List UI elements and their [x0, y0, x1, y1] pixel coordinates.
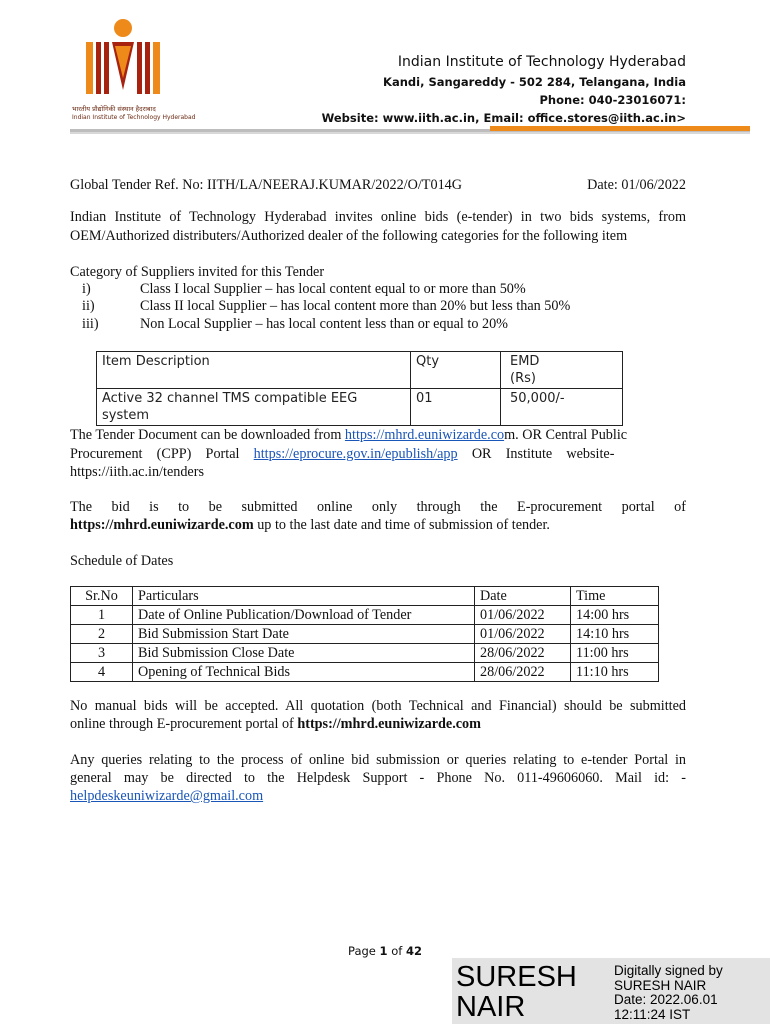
download-line-3: https://iith.ac.in/tenders	[70, 464, 204, 480]
queries-line-3	[70, 787, 686, 806]
schedule-particular: Bid Submission Close Date	[133, 644, 475, 663]
item-emd: 50,000/-	[501, 389, 623, 426]
helpdesk-email-link[interactable]: helpdeskeuniwizarde@gmail.com	[70, 788, 264, 804]
submit-line-1: The bid is to be submitted online only through the E-procurement portal of	[70, 499, 686, 515]
schedule-particular: Bid Submission Start Date	[133, 625, 475, 644]
submit-text: up to the last date and time of submission of tender.	[253, 517, 550, 533]
schedule-srno: 1	[71, 606, 133, 625]
schedule-date: 01/06/2022	[475, 625, 571, 644]
submit-line-2	[70, 516, 686, 535]
table-row	[97, 389, 623, 426]
categories-heading: Category of Suppliers invited for this Tender	[70, 264, 325, 280]
table-row	[71, 625, 659, 644]
item-header-description: Item Description	[97, 352, 411, 389]
table-row	[71, 644, 659, 663]
institute-address: Kandi, Sangareddy - 502 284, Telangana, India	[383, 75, 686, 89]
signature-name-line: NAIR	[456, 991, 526, 1023]
page-of: of	[387, 944, 406, 958]
schedule-srno: 4	[71, 663, 133, 682]
emd-label: EMD	[510, 354, 540, 369]
institute-phone: Phone: 040-23016071:	[539, 93, 686, 107]
category-number: ii)	[82, 298, 95, 314]
signature-meta-line: 12:11:24 IST	[614, 1006, 691, 1022]
schedule-date: 28/06/2022	[475, 644, 571, 663]
item-qty: 01	[411, 389, 501, 426]
institute-web-email: Website: www.iith.ac.in, Email: office.stores@iith.ac.in>	[321, 111, 686, 125]
manual-portal-url: https://mhrd.euniwizarde.com	[297, 716, 481, 732]
schedule-table	[70, 586, 659, 682]
page-current: 1	[379, 944, 388, 958]
item-table	[96, 351, 623, 426]
signature-meta-line: SURESH NAIR	[614, 977, 707, 993]
item-description: Active 32 channel TMS compatible EEG system	[97, 389, 411, 426]
download-text: The Tender Document can be downloaded from	[70, 427, 345, 443]
download-text: m. OR Central Public	[504, 427, 628, 443]
schedule-header-srno: Sr.No	[71, 587, 133, 606]
signature-meta-line: Digitally signed by	[614, 963, 723, 978]
schedule-time: 14:10 hrs	[571, 625, 659, 644]
institute-address-block	[322, 54, 686, 127]
tender-ref-number: Global Tender Ref. No: IITH/LA/NEERAJ.KUMAR/2022/O/T014G	[70, 177, 463, 193]
category-number: iii)	[82, 316, 99, 332]
signature-meta	[614, 964, 723, 1022]
table-row	[71, 587, 659, 606]
category-text: Class II local Supplier – has local content more than 20% but less than 50%	[140, 298, 571, 314]
page-number	[0, 944, 770, 958]
schedule-header-particulars: Particulars	[133, 587, 475, 606]
manual-line-2	[70, 715, 686, 734]
queries-line-2: general may be directed to the Helpdesk Support - Phone No. 011-49606060. Mail id: -	[70, 770, 686, 786]
category-number: i)	[82, 281, 91, 297]
table-row	[97, 352, 623, 389]
logo-english-text: Indian Institute of Technology Hyderabad	[72, 114, 196, 121]
table-row	[71, 663, 659, 682]
page-label: Page	[348, 944, 380, 958]
download-line-1	[70, 426, 686, 445]
portal-url: https://mhrd.euniwizarde.com	[70, 517, 254, 533]
schedule-particular: Opening of Technical Bids	[133, 663, 475, 682]
schedule-time: 14:00 hrs	[571, 606, 659, 625]
eprocure-link[interactable]: https://eprocure.gov.in/epublish/app	[253, 446, 458, 462]
header-divider	[70, 126, 750, 136]
item-header-emd	[501, 352, 623, 389]
institute-name: Indian Institute of Technology Hyderabad	[397, 54, 686, 70]
emd-unit: (Rs)	[510, 371, 536, 386]
logo-hindi-text: भारतीय प्रौद्योगिकी संस्थान हैदराबाद	[72, 105, 156, 113]
schedule-header-date: Date	[475, 587, 571, 606]
category-text: Class I local Supplier – has local content equal to or more than 50%	[140, 281, 526, 297]
queries-line-1: Any queries relating to the process of online bid submission or queries relating to e-tender Portal in	[70, 752, 686, 768]
download-text: Procurement (CPP) Portal	[70, 446, 254, 462]
item-header-qty: Qty	[411, 352, 501, 389]
download-line-2	[70, 445, 686, 464]
euniwizarde-link[interactable]: https://mhrd.euniwizarde.co	[344, 427, 505, 443]
manual-text: online through E-procurement portal of	[70, 716, 298, 732]
table-row	[71, 606, 659, 625]
schedule-srno: 2	[71, 625, 133, 644]
intro-line-2: OEM/Authorized distributers/Authorized dealer of the following categories for the following item	[70, 228, 628, 244]
signature-name-line: SURESH	[456, 961, 577, 993]
signature-name	[456, 962, 577, 1022]
intro-line-1: Indian Institute of Technology Hyderabad invites online bids (e-tender) in two bids systems, from	[70, 209, 686, 225]
schedule-time: 11:10 hrs	[571, 663, 659, 682]
schedule-header-time: Time	[571, 587, 659, 606]
signature-meta-line: Date: 2022.06.01	[614, 992, 718, 1007]
schedule-srno: 3	[71, 644, 133, 663]
schedule-heading: Schedule of Dates	[70, 553, 174, 569]
manual-line-1: No manual bids will be accepted. All quotation (both Technical and Financial) should be submitted	[70, 698, 686, 714]
page-total: 42	[405, 944, 422, 958]
schedule-date: 01/06/2022	[475, 606, 571, 625]
download-text: OR Institute website-	[457, 446, 615, 462]
schedule-particular: Date of Online Publication/Download of Tender	[133, 606, 475, 625]
category-text: Non Local Supplier – has local content less than or equal to 20%	[140, 316, 508, 332]
schedule-time: 11:00 hrs	[571, 644, 659, 663]
tender-date: Date: 01/06/2022	[587, 177, 686, 193]
schedule-date: 28/06/2022	[475, 663, 571, 682]
